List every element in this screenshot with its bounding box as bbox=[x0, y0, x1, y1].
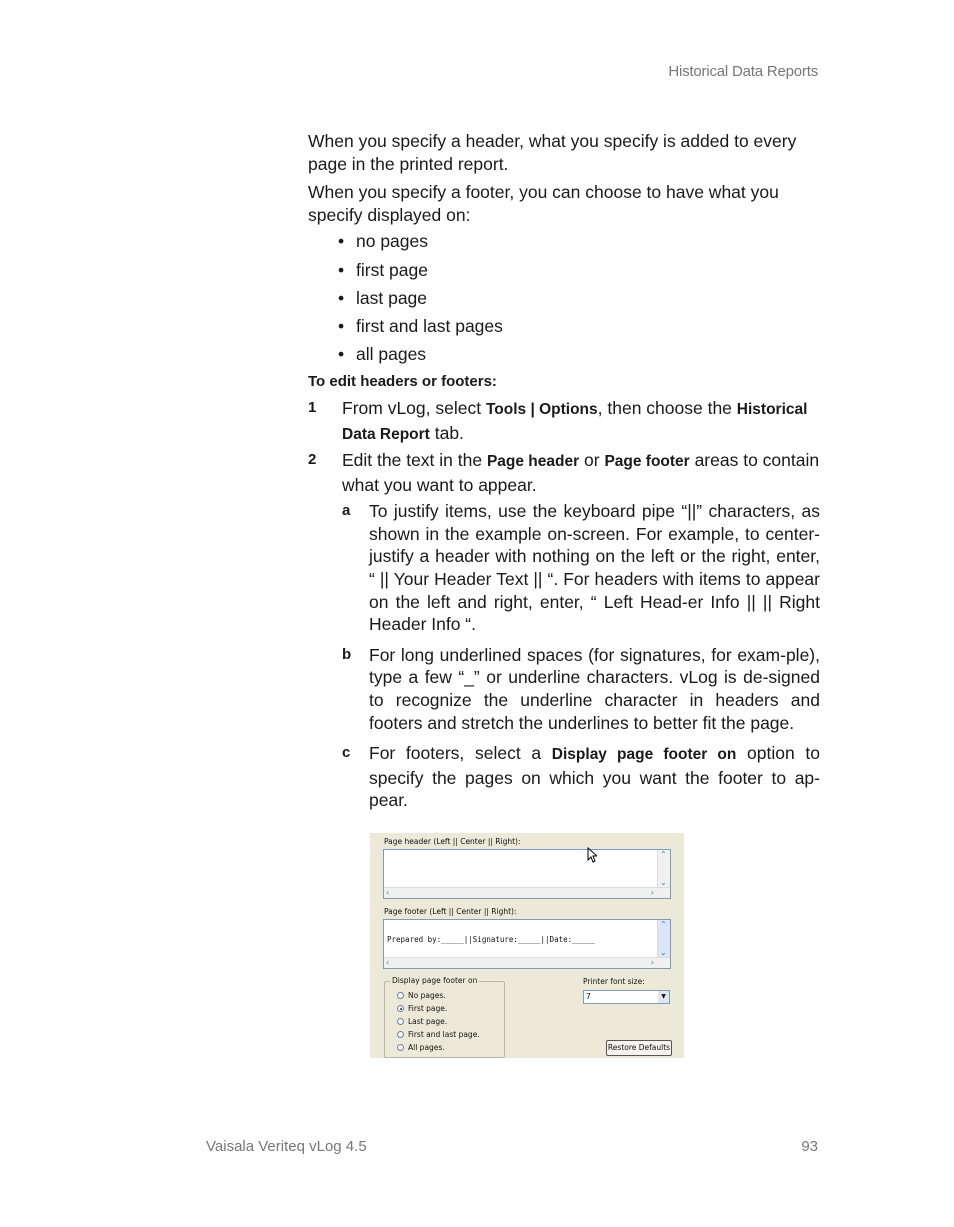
radio-icon[interactable] bbox=[397, 992, 404, 999]
substep-c bbox=[342, 742, 820, 812]
mouse-cursor-icon bbox=[587, 847, 597, 863]
step-2 bbox=[308, 449, 820, 496]
scroll-down-icon[interactable]: ⌄ bbox=[660, 878, 667, 887]
scroll-left-icon[interactable]: ‹ bbox=[386, 888, 390, 897]
scroll-left-icon[interactable]: ‹ bbox=[386, 958, 390, 967]
footer-display-group bbox=[384, 976, 505, 1058]
page-number: 93 bbox=[801, 1138, 818, 1155]
list-item: • last page bbox=[338, 287, 820, 310]
step-text: Edit the text in the Page header or Page footer areas to contain what you want to appear. bbox=[342, 450, 820, 495]
scroll-down-icon[interactable]: ⌄ bbox=[660, 948, 667, 957]
substep-text: For long underlined spaces (for signatures, for exam-ple), type a few “_” or underline characters. vLog is de-signed to recognize the underline character in headers and footers and stretch the underlines to better fit the page. bbox=[369, 644, 820, 733]
printer-font-size-label: Printer font size: bbox=[583, 977, 645, 986]
page-footer-textarea[interactable]: Prepared by:_____||Signature:_____||Date:_____ ⌃ ⌄ ‹ › bbox=[383, 919, 671, 969]
step-number: 2 bbox=[308, 451, 317, 469]
footer-options-list bbox=[308, 230, 820, 365]
substep-letter: b bbox=[342, 645, 352, 663]
paragraph-footer-info: When you specify a footer, you can choose to have what you specify displayed on: bbox=[308, 182, 779, 225]
footer-product-name: Vaisala Veriteq vLog 4.5 bbox=[206, 1138, 367, 1155]
radio-no-pages[interactable]: No pages. bbox=[397, 991, 446, 1000]
scroll-up-icon[interactable]: ⌃ bbox=[660, 850, 667, 859]
scroll-right-icon[interactable]: › bbox=[650, 888, 654, 897]
vertical-scrollbar[interactable] bbox=[657, 920, 670, 958]
substep-text: To justify items, use the keyboard pipe “||” characters, as shown in the example on-screen. For example, to center-justify a header with nothing on the left or the right, enter, “ || Your Header Text || “. For headers with items to appear on the left and right, enter, “ Left Head-er Info || || Right Header Info “. bbox=[369, 501, 820, 635]
scroll-right-icon[interactable]: › bbox=[650, 958, 654, 967]
list-item: • first and last pages bbox=[338, 315, 820, 338]
radio-icon[interactable] bbox=[397, 1044, 404, 1051]
page-footer-label: Page footer (Left || Center || Right): bbox=[384, 907, 517, 916]
step-number: 1 bbox=[308, 398, 317, 416]
radio-icon[interactable] bbox=[397, 1031, 404, 1038]
radio-all-pages[interactable]: All pages. bbox=[397, 1043, 445, 1052]
radio-first-and-last-page[interactable]: First and last page. bbox=[397, 1030, 480, 1039]
radio-selected-icon[interactable] bbox=[397, 1005, 404, 1012]
step-text: From vLog, select Tools | Options, then choose the Historical Data Report tab. bbox=[342, 397, 808, 443]
list-item: • first page bbox=[338, 259, 820, 282]
substep-b bbox=[342, 644, 820, 734]
substep-text: For footers, select a Display page footer on option to specify the pages on which you want the footer to ap-pear. bbox=[369, 743, 820, 811]
page-header-textarea[interactable] bbox=[383, 849, 671, 899]
scroll-up-icon[interactable]: ⌃ bbox=[660, 920, 667, 929]
horizontal-scrollbar[interactable] bbox=[384, 887, 670, 898]
restore-defaults-button[interactable]: Restore Defaults bbox=[606, 1040, 672, 1056]
running-header: Historical Data Reports bbox=[668, 63, 818, 80]
radio-first-page[interactable]: First page. bbox=[397, 1004, 447, 1013]
list-item: • all pages bbox=[338, 343, 820, 366]
substep-a bbox=[342, 500, 820, 636]
substep-letter: c bbox=[342, 744, 351, 762]
dropdown-arrow-icon[interactable]: ▼ bbox=[658, 991, 669, 1003]
printer-font-size-select[interactable]: 7 ▼ bbox=[583, 990, 670, 1004]
options-dialog-screenshot bbox=[370, 833, 684, 1058]
substep-letter: a bbox=[342, 502, 351, 520]
page-header-label: Page header (Left || Center || Right): bbox=[384, 837, 521, 846]
radio-icon[interactable] bbox=[397, 1018, 404, 1025]
step-1 bbox=[308, 397, 820, 446]
paragraph-header-info: When you specify a header, what you specify is added to every page in the printed report. bbox=[308, 131, 797, 174]
vertical-scrollbar[interactable] bbox=[657, 850, 670, 888]
procedure-title: To edit headers or footers: bbox=[308, 373, 497, 391]
horizontal-scrollbar[interactable] bbox=[384, 957, 670, 968]
radio-last-page[interactable]: Last page. bbox=[397, 1017, 447, 1026]
list-item: • no pages bbox=[338, 230, 820, 253]
main-content bbox=[308, 130, 820, 820]
group-label: Display page footer on bbox=[392, 976, 478, 985]
